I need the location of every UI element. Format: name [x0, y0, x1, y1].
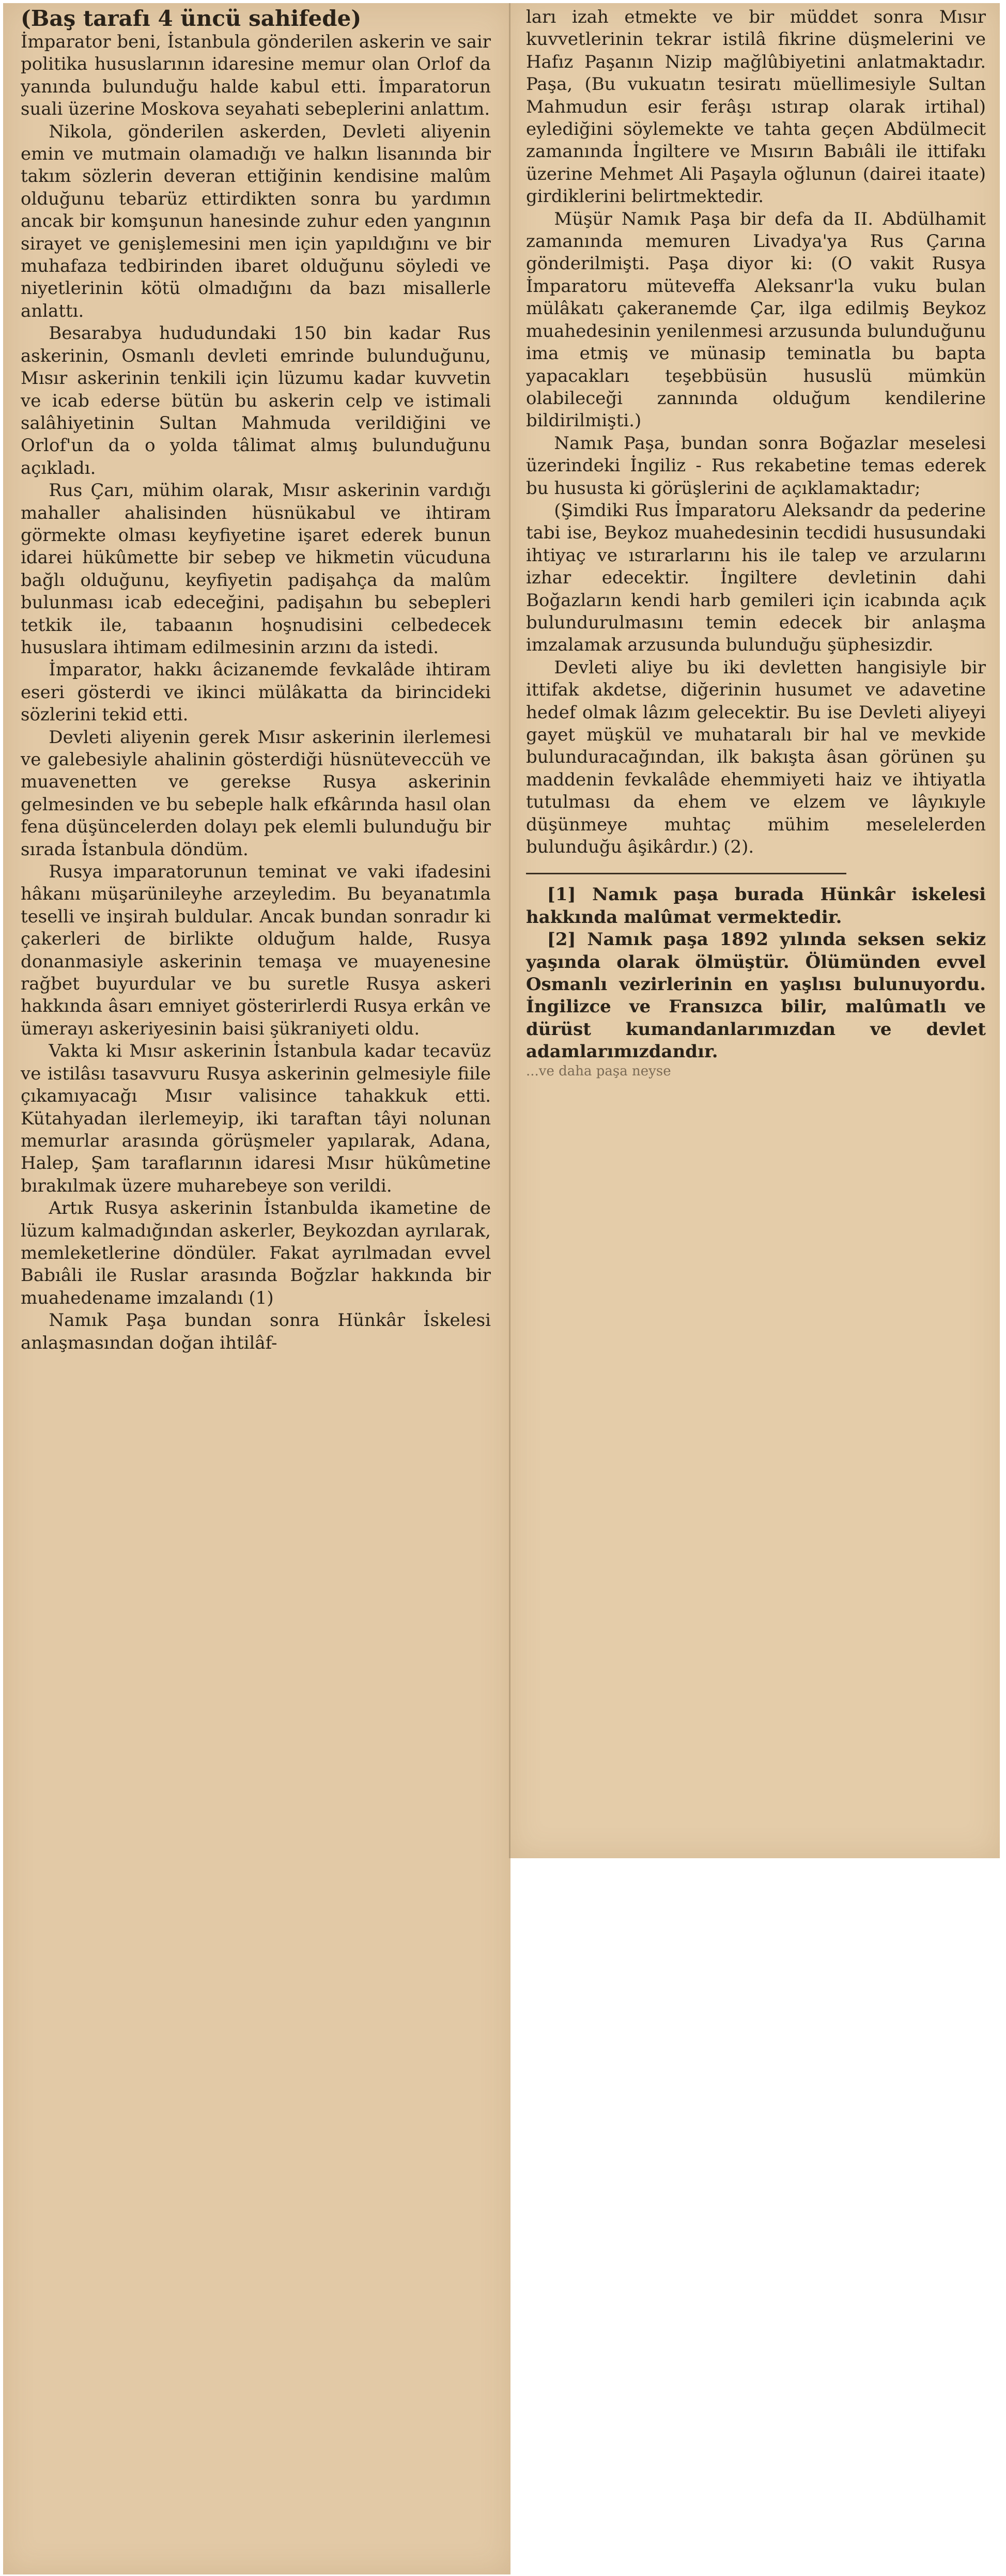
paragraph: Rusya imparatorunun teminat ve vaki ifadesini hâkanı müşarünileyhe arzeyledim. Bu beyanatımla teselli ve inşirah buldular. Ancak bundan sonradır ki çakerleri de birlikte olduğum halde, Rusya donanmasiyle askerinin temaşa ve muayenesine rağbet buyurdular ve bu suretle Rusya askeri hakkında âsarı emniyet gösterirlerdi Rusya erkân ve ümerayı askeriyesinin baisi şükraniyeti oldu.	[21, 861, 491, 1039]
continuation-heading: (Baş tarafı 4 üncü sahifede)	[21, 6, 362, 31]
paragraph: Devleti aliyenin gerek Mısır askerinin ilerlemesi ve galebesiyle ahalinin gösterdiği hüsnüteveccüh ve muavenetten ve gerekse Rusya askerinin gelmesinden ve bu sebeple halk efkârında hasıl olan fena düşüncelerden dolayı pek elemli bulunduğu bir sırada İstanbula döndüm.	[21, 727, 491, 860]
paragraph: Rus Çarı, mühim olarak, Mısır askerinin vardığı mahaller ahalisinden hüsnükabul ve ihtiram görmekte olması keyfiyetine işaret ederek bunun idarei hükûmette bir sebep ve hikmetin vücuduna bağlı olduğunu, keyfiyetin padişahça da malûm bulunması icab edeceğini, padişahın bu sebepleri tetkik ile, tabaanın hoşnudisini celbedecek hususlara ihtimam edilmesinin arzını da istedi.	[21, 480, 491, 658]
left-column	[21, 0, 491, 1354]
footnote: [2] Namık paşa 1892 yılında seksen sekiz yaşında olarak ölmüştür. Ölümünden evvel Osmanlı vezirlerinin en yaşlısı bulunuyordu. İngilizce ve Fransızca bilir, malûmatlı ve dürüst kumandanlarımızdan ve devlet adamlarımızdandır.	[526, 929, 986, 1062]
paragraph: Devleti aliye bu iki devletten hangisiyle bir ittifak akdetse, diğerinin husumet ve adavetine hedef olmak lâzım gelecektir. Bu ise Devleti aliyeyi gayet müşkül ve muhataralı bir hal ve mevkide bulunduracağından, ilk bakışta âsan görünen şu maddenin fevkalâde ehemmiyeti haiz ve ihtiyatla tutulması da ehem ve elzem ve lâyıkıyle düşünmeye muhtaç mühim meselelerden bulunduğu âşikârdır.) (2).	[526, 657, 986, 858]
paragraph: Vakta ki Mısır askerinin İstanbula kadar tecavüz ve istilâsı tasavvuru Rusya askerinin gelmesiyle fiile çıkamıyacağı Mısır valisince tahakkuk etti. Kütahyadan ilerlemeyip, iki taraftan tâyi nolunan memurlar arasında görüşmeler yapılarak, Adana, Halep, Şam taraflarının idaresi Mısır hükûmetine bırakılmak üzere muharebeye son verildi.	[21, 1041, 491, 1196]
paragraph: Müşür Namık Paşa bir defa da II. Abdülhamit zamanında memuren Livadya'ya Rus Çarına gönderilmişti. Paşa diyor ki: (O vakit Rusya İmparatoru müteveffa Aleksanr'la vuku bulan mülâkatı çakeranemde Çar, ilga edilmiş Beykoz muahedesinin yenilenmesi arzusunda bulunduğunu ima etmiş ve münasip teminatla bu bapta yapacakları teşebbüsün hususlü mümkün olabileceği zannında olduğum kendilerine bildirilmişti.)	[526, 208, 986, 431]
paragraph: ları izah etmekte ve bir müddet sonra Mısır kuvvetlerinin tekrar istilâ fikrine düşmelerini ve Hafız Paşanın Nizip mağlûbiyetini anlatmaktadır. Paşa, (Bu vukuatın tesiratı müellimesiyle Sultan Mahmudun esir ferâşı ıstırap olarak irtihal) eylediğini söylemekte ve tahta geçen Abdülmecit zamanında İngiltere ve Mısırın Babıâli ile ittifakı üzerine Mehmet Ali Paşayla oğlunun (dairei itaate) girdiklerini belirtmektedir.	[526, 7, 986, 207]
paragraph: İmparator beni, İstanbula gönderilen askerin ve sair politika hususlarının idaresine memur olan Orlof da yanında bulunduğu halde kabul etti. İmparatorun suali üzerine Moskova seyahati sebeplerini anlattım.	[21, 32, 491, 120]
trailing-fragment: ...ve daha paşa neyse	[526, 1063, 671, 1079]
paragraph: (Şimdiki Rus İmparatoru Aleksandr da pederine tabi ise, Beykoz muahedesinin tecdidi hususundaki ihtiyaç ve ıstırarlarını his ile talep ve arzularını izhar edecektir. İngiltere devletinin dahi Boğazların kendi harb gemileri için icabında açık bulundurulmasını temin edecek bir anlaşma imzalamak arzusunda bulunduğu şüphesizdir.	[526, 500, 986, 656]
column-rule	[509, 3, 510, 1858]
paragraph: Namık Paşa bundan sonra Hünkâr İskelesi anlaşmasından doğan ihtilâf-	[21, 1310, 491, 1353]
paragraph: Namık Paşa, bundan sonra Boğazlar meselesi üzerindeki İngiliz - Rus rekabetine temas ederek bu hususta ki görüşlerini de açıklamaktadır;	[526, 433, 986, 499]
right-column	[526, 0, 986, 1079]
paragraph: Nikola, gönderilen askerden, Devleti aliyenin emin ve mutmain olamadığı ve halkın lisanında bir takım sözlerin deveran ettiğinin kendisine malûm olduğunu tebarüz ettirdikten sonra bu yardımın ancak bir komşunun hanesinde zuhur eden yangının sirayet ve genişlemesini men için yapıldığını ve bir muhafaza tedbirinden ibaret olduğunu söyledi ve niyetlerinin kötü olmadığını da bazı misallerle anlattı.	[21, 121, 491, 321]
paragraph: Besarabya hududundaki 150 bin kadar Rus askerinin, Osmanlı devleti emrinde bulunduğunu, Mısır askerinin tenkili için lüzumu kadar kuvvetin ve icab ederse bütün bu askerin celp ve istimali salâhiyetinin Sultan Mahmuda verildiğini ve Orlof'un da o yolda tâlimat almış bulunduğunu açıkladı.	[21, 323, 491, 479]
paragraph: Artık Rusya askerinin İstanbulda ikametine de lüzum kalmadığından askerler, Beykozdan ayrılarak, memleketlerine döndüler. Fakat ayrılmadan evvel Babıâli ile Ruslar arasında Boğzlar hakkında bir muahedename imzalandı (1)	[21, 1198, 491, 1308]
footnote-divider	[526, 873, 846, 874]
paragraph: İmparator, hakkı âcizanemde fevkalâde ihtiram eseri gösterdi ve ikinci mülâkatta da birincideki sözlerini tekid etti.	[21, 659, 491, 726]
footnote: [1] Namık paşa burada Hünkâr iskelesi hakkında malûmat vermektedir.	[526, 884, 986, 928]
